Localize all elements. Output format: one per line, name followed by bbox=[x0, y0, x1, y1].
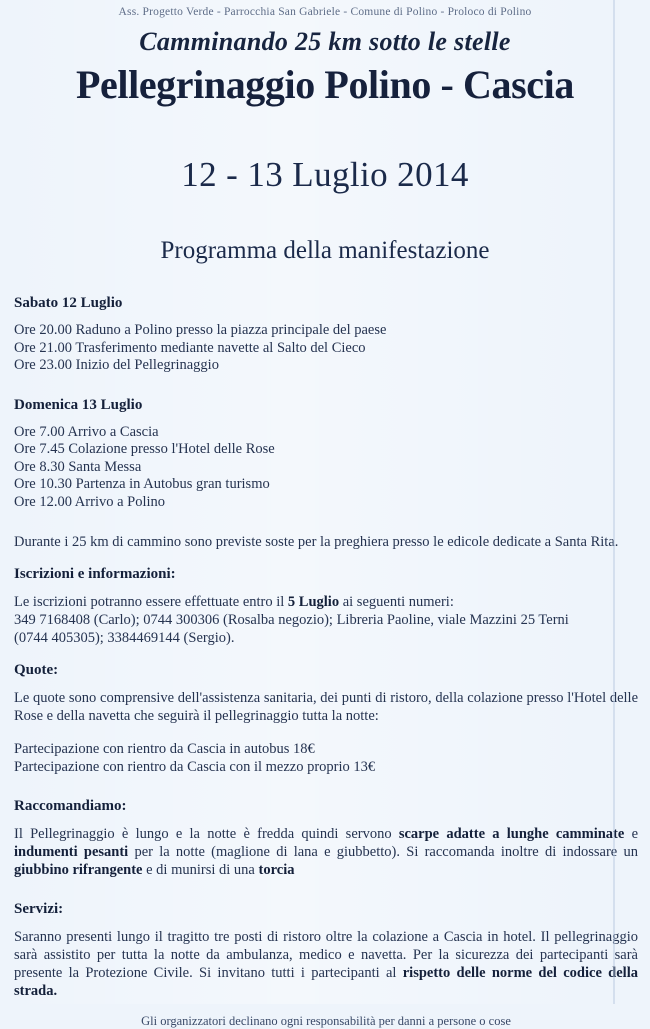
disclaimer: Gli organizzatori declinano ogni responsabilità per danni a persone o cose bbox=[141, 1014, 511, 1028]
sunday-entry: Ore 10.30 Partenza in Autobus gran turismo bbox=[14, 476, 270, 492]
rec-part1: Il Pellegrinaggio è lungo e la notte è fredda quindi servono bbox=[14, 826, 399, 842]
registration-intro bbox=[14, 593, 638, 611]
registration-deadline: 5 Luglio bbox=[287, 594, 340, 610]
spacer bbox=[14, 879, 638, 901]
saturday-entry: Ore 20.00 Raduno a Polino presso la piazza principale del paese bbox=[14, 322, 387, 338]
recommendations-text bbox=[14, 825, 638, 879]
registration-contacts-line1: 349 7168408 (Carlo); 0744 300306 (Rosalba negozio); Libreria Paoline, viale Mazzini 25 Terni bbox=[14, 612, 569, 628]
sunday-entry: Ore 7.00 Arrivo a Cascia bbox=[14, 423, 159, 440]
organizers-line: Ass. Progetto Verde - Parrocchia San Gabriele - Comune di Polino - Proloco di Polino bbox=[118, 6, 532, 18]
services-text bbox=[14, 928, 638, 1000]
poster-tagline: Camminando 25 km sotto le stelle bbox=[139, 27, 511, 56]
spacer bbox=[14, 776, 638, 798]
sunday-entry: Ore 7.45 Colazione presso l'Hotel delle Rose bbox=[14, 441, 275, 457]
poster-date: 12 - 13 Luglio 2014 bbox=[181, 155, 469, 194]
sunday-heading: Domenica 13 Luglio bbox=[14, 396, 143, 413]
poster-body bbox=[8, 295, 642, 1029]
saturday-heading: Sabato 12 Luglio bbox=[14, 295, 123, 311]
registration-intro-after: ai seguenti numeri: bbox=[339, 594, 454, 610]
rec-bold1: scarpe adatte a lunghe camminate bbox=[398, 826, 625, 842]
fees-heading: Quote: bbox=[14, 662, 59, 678]
saturday-schedule bbox=[14, 322, 638, 375]
rec-bold3: giubbino rifrangente bbox=[14, 862, 143, 878]
rec-bold2: indumenti pesanti bbox=[14, 844, 129, 860]
saturday-entry: Ore 23.00 Inizio del Pellegrinaggio bbox=[14, 357, 219, 373]
rec-part4: e di munirsi di una bbox=[142, 862, 259, 878]
sunday-entry: Ore 12.00 Arrivo a Polino bbox=[14, 493, 166, 510]
fees-description: Le quote sono comprensive dell'assistenza sanitaria, dei punti di ristoro, della colazione presso l'Hotel delle Rose e della navetta che seguirà il pellegrinaggio tutta la notte: bbox=[14, 690, 638, 724]
services-part1: Saranno presenti lungo il tragitto tre posti di ristoro oltre la colazione a Cascia in hotel. Il pellegrinaggio sarà assistito per tutta la notte da ambulanza, medico e navetta. Per la sicurezza dei partecipanti sarà presente la Protezione Civile. Si invitano tutti i partecipanti al bbox=[14, 929, 638, 981]
sunday-schedule bbox=[14, 424, 638, 512]
registration-intro-before: Le iscrizioni potranno essere effettuate entro il bbox=[14, 594, 288, 610]
registration-heading: Iscrizioni e informazioni: bbox=[14, 566, 176, 582]
rec-bold4: torcia bbox=[258, 862, 295, 878]
saturday-entry: Ore 21.00 Trasferimento mediante navette al Salto del Cieco bbox=[14, 339, 366, 356]
rec-part2: e bbox=[624, 826, 639, 842]
registration-contacts-line2: (0744 405305); 3384469144 (Sergio). bbox=[14, 630, 235, 646]
spacer bbox=[14, 551, 638, 566]
walk-note: Durante i 25 km di cammino sono previste soste per la preghiera presso le edicole dedicate a Santa Rita. bbox=[14, 534, 619, 550]
rec-part3: per la notte (maglione di lana e giubbetto). Si raccomanda inoltre di indossare un bbox=[128, 844, 638, 860]
poster-title: Pellegrinaggio Polino - Cascia bbox=[76, 62, 574, 107]
recommendations-heading: Raccomandiamo: bbox=[14, 798, 127, 814]
services-bold1: rispetto delle norme del codice della strada. bbox=[14, 965, 638, 999]
sunday-entry: Ore 8.30 Santa Messa bbox=[14, 458, 142, 475]
fee-option: Partecipazione con rientro da Cascia in autobus 18€ bbox=[14, 741, 315, 757]
services-heading: Servizi: bbox=[14, 901, 64, 917]
spacer bbox=[14, 511, 638, 533]
fee-option: Partecipazione con rientro da Cascia con il mezzo proprio 13€ bbox=[14, 759, 376, 775]
program-heading: Programma della manifestazione bbox=[160, 237, 490, 264]
spacer bbox=[14, 375, 638, 397]
spacer bbox=[14, 725, 638, 740]
spacer bbox=[14, 647, 638, 662]
